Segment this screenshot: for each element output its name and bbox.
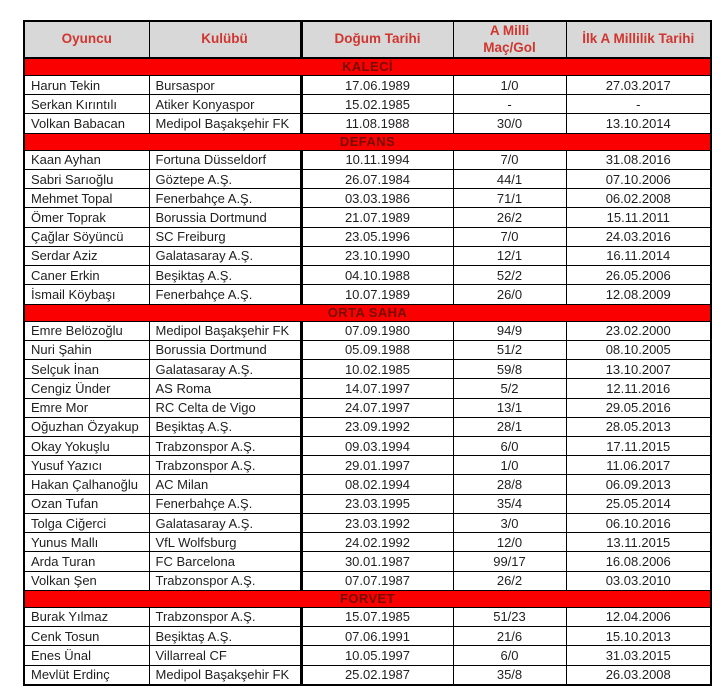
player-name-cell: Okay Yokuşlu — [24, 436, 149, 455]
birthdate-cell: 23.10.1990 — [301, 246, 453, 265]
player-row — [24, 95, 711, 114]
first-cap-cell: 12.11.2016 — [566, 379, 711, 398]
first-cap-cell: 06.09.2013 — [566, 475, 711, 494]
first-cap-cell: 29.05.2016 — [566, 398, 711, 417]
caps-goals-cell: 28/1 — [453, 417, 566, 436]
player-row — [24, 552, 711, 571]
player-row — [24, 513, 711, 532]
first-cap-cell: 17.11.2015 — [566, 436, 711, 455]
player-name-cell: Mevlüt Erdinç — [24, 665, 149, 685]
first-cap-cell: 07.10.2006 — [566, 169, 711, 188]
col-header-birthdate: Doğum Tarihi — [301, 21, 453, 58]
first-cap-cell: 26.05.2006 — [566, 266, 711, 285]
player-name-cell: Yunus Mallı — [24, 533, 149, 552]
col-header-club: Kulübü — [149, 21, 301, 58]
club-cell: Beşiktaş A.Ş. — [149, 627, 301, 646]
caps-goals-cell: 35/8 — [453, 665, 566, 685]
caps-goals-cell: - — [453, 95, 566, 114]
birthdate-cell: 10.11.1994 — [301, 150, 453, 169]
caps-goals-cell: 7/0 — [453, 150, 566, 169]
birthdate-cell: 25.02.1987 — [301, 665, 453, 685]
first-cap-cell: 13.11.2015 — [566, 533, 711, 552]
col-header-caps-goals — [453, 21, 566, 58]
first-cap-cell: 31.03.2015 — [566, 646, 711, 665]
caps-goals-cell: 59/8 — [453, 360, 566, 379]
club-cell: Trabzonspor A.Ş. — [149, 436, 301, 455]
player-name-cell: Ozan Tufan — [24, 494, 149, 513]
club-cell: Fortuna Düsseldorf — [149, 150, 301, 169]
birthdate-cell: 05.09.1988 — [301, 340, 453, 359]
club-cell: Beşiktaş A.Ş. — [149, 266, 301, 285]
first-cap-cell: 15.11.2011 — [566, 208, 711, 227]
caps-goals-cell: 12/1 — [453, 246, 566, 265]
caps-goals-cell: 26/2 — [453, 208, 566, 227]
caps-goals-cell: 26/0 — [453, 285, 566, 304]
birthdate-cell: 11.08.1988 — [301, 114, 453, 133]
player-name-cell: Kaan Ayhan — [24, 150, 149, 169]
caps-goals-cell: 52/2 — [453, 266, 566, 285]
club-cell: Fenerbahçe A.Ş. — [149, 285, 301, 304]
section-header-orta-saha — [24, 304, 711, 321]
player-row — [24, 456, 711, 475]
first-cap-cell: 31.08.2016 — [566, 150, 711, 169]
club-cell: RC Celta de Vigo — [149, 398, 301, 417]
club-cell: AS Roma — [149, 379, 301, 398]
caps-goals-cell: 6/0 — [453, 646, 566, 665]
club-cell: Medipol Başakşehir FK — [149, 114, 301, 133]
player-row — [24, 436, 711, 455]
caps-goals-cell: 51/2 — [453, 340, 566, 359]
player-name-cell: Hakan Çalhanoğlu — [24, 475, 149, 494]
section-title: DEFANS — [24, 133, 711, 150]
player-name-cell: Ömer Toprak — [24, 208, 149, 227]
player-name-cell: Volkan Babacan — [24, 114, 149, 133]
player-row — [24, 475, 711, 494]
birthdate-cell: 09.03.1994 — [301, 436, 453, 455]
club-cell: Galatasaray A.Ş. — [149, 246, 301, 265]
caps-goals-cell: 35/4 — [453, 494, 566, 513]
first-cap-cell: 06.02.2008 — [566, 189, 711, 208]
player-row — [24, 627, 711, 646]
first-cap-cell: 06.10.2016 — [566, 513, 711, 532]
caps-goals-cell: 94/9 — [453, 321, 566, 340]
first-cap-cell: 13.10.2007 — [566, 360, 711, 379]
birthdate-cell: 04.10.1988 — [301, 266, 453, 285]
player-name-cell: Cengiz Ünder — [24, 379, 149, 398]
first-cap-cell: 27.03.2017 — [566, 76, 711, 95]
col-header-player: Oyuncu — [24, 21, 149, 58]
club-cell: Göztepe A.Ş. — [149, 169, 301, 188]
birthdate-cell: 10.02.1985 — [301, 360, 453, 379]
caps-goals-cell: 51/23 — [453, 607, 566, 626]
first-cap-cell: 16.08.2006 — [566, 552, 711, 571]
first-cap-cell: 23.02.2000 — [566, 321, 711, 340]
section-header-defans — [24, 133, 711, 150]
player-row — [24, 533, 711, 552]
col-header-caps-goals-line1: A Milli — [489, 22, 530, 38]
club-cell: Beşiktaş A.Ş. — [149, 417, 301, 436]
birthdate-cell: 30.01.1987 — [301, 552, 453, 571]
first-cap-cell: 12.08.2009 — [566, 285, 711, 304]
birthdate-cell: 08.02.1994 — [301, 475, 453, 494]
caps-goals-cell: 44/1 — [453, 169, 566, 188]
player-row — [24, 246, 711, 265]
club-cell: Atiker Konyaspor — [149, 95, 301, 114]
player-row — [24, 665, 711, 685]
player-row — [24, 646, 711, 665]
birthdate-cell: 24.07.1997 — [301, 398, 453, 417]
club-cell: Fenerbahçe A.Ş. — [149, 189, 301, 208]
club-cell: Bursaspor — [149, 76, 301, 95]
first-cap-cell: 16.11.2014 — [566, 246, 711, 265]
first-cap-cell: 12.04.2006 — [566, 607, 711, 626]
player-row — [24, 398, 711, 417]
club-cell: Galatasaray A.Ş. — [149, 513, 301, 532]
player-name-cell: Caner Erkin — [24, 266, 149, 285]
birthdate-cell: 10.05.1997 — [301, 646, 453, 665]
player-name-cell: Emre Belözoğlu — [24, 321, 149, 340]
squad-table-container — [23, 20, 712, 686]
caps-goals-cell: 1/0 — [453, 456, 566, 475]
player-row — [24, 266, 711, 285]
section-title: ORTA SAHA — [24, 304, 711, 321]
birthdate-cell: 03.03.1986 — [301, 189, 453, 208]
section-header-kaleci — [24, 58, 711, 76]
player-name-cell: Serkan Kırıntılı — [24, 95, 149, 114]
player-row — [24, 227, 711, 246]
player-name-cell: Emre Mor — [24, 398, 149, 417]
caps-goals-cell: 28/8 — [453, 475, 566, 494]
club-cell: Trabzonspor A.Ş. — [149, 607, 301, 626]
col-header-caps-goals-line2: Maç/Gol — [483, 39, 536, 55]
first-cap-cell: - — [566, 95, 711, 114]
player-name-cell: Sabri Sarıoğlu — [24, 169, 149, 188]
player-name-cell: Harun Tekin — [24, 76, 149, 95]
caps-goals-cell: 3/0 — [453, 513, 566, 532]
player-name-cell: Burak Yılmaz — [24, 607, 149, 626]
club-cell: FC Barcelona — [149, 552, 301, 571]
player-row — [24, 114, 711, 133]
player-name-cell: Selçuk İnan — [24, 360, 149, 379]
first-cap-cell: 11.06.2017 — [566, 456, 711, 475]
club-cell: Trabzonspor A.Ş. — [149, 571, 301, 590]
player-row — [24, 208, 711, 227]
first-cap-cell: 15.10.2013 — [566, 627, 711, 646]
first-cap-cell: 25.05.2014 — [566, 494, 711, 513]
caps-goals-cell: 12/0 — [453, 533, 566, 552]
club-cell: Medipol Başakşehir FK — [149, 321, 301, 340]
first-cap-cell: 28.05.2013 — [566, 417, 711, 436]
caps-goals-cell: 30/0 — [453, 114, 566, 133]
club-cell: VfL Wolfsburg — [149, 533, 301, 552]
player-row — [24, 571, 711, 590]
birthdate-cell: 10.07.1989 — [301, 285, 453, 304]
player-name-cell: Çağlar Söyüncü — [24, 227, 149, 246]
caps-goals-cell: 26/2 — [453, 571, 566, 590]
player-name-cell: İsmail Köybaşı — [24, 285, 149, 304]
birthdate-cell: 23.09.1992 — [301, 417, 453, 436]
club-cell: AC Milan — [149, 475, 301, 494]
club-cell: Villarreal CF — [149, 646, 301, 665]
first-cap-cell: 03.03.2010 — [566, 571, 711, 590]
player-row — [24, 150, 711, 169]
caps-goals-cell: 6/0 — [453, 436, 566, 455]
player-name-cell: Oğuzhan Özyakup — [24, 417, 149, 436]
player-row — [24, 321, 711, 340]
birthdate-cell: 26.07.1984 — [301, 169, 453, 188]
birthdate-cell: 21.07.1989 — [301, 208, 453, 227]
club-cell: Medipol Başakşehir FK — [149, 665, 301, 685]
col-header-first-cap-date: İlk A Millilik Tarihi — [566, 21, 711, 58]
caps-goals-cell: 13/1 — [453, 398, 566, 417]
player-row — [24, 417, 711, 436]
birthdate-cell: 07.07.1987 — [301, 571, 453, 590]
caps-goals-cell: 99/17 — [453, 552, 566, 571]
player-name-cell: Mehmet Topal — [24, 189, 149, 208]
player-row — [24, 607, 711, 626]
birthdate-cell: 14.07.1997 — [301, 379, 453, 398]
player-row — [24, 189, 711, 208]
birthdate-cell: 29.01.1997 — [301, 456, 453, 475]
player-row — [24, 285, 711, 304]
section-header-forvet — [24, 590, 711, 607]
caps-goals-cell: 5/2 — [453, 379, 566, 398]
player-name-cell: Arda Turan — [24, 552, 149, 571]
player-name-cell: Enes Ünal — [24, 646, 149, 665]
player-row — [24, 379, 711, 398]
birthdate-cell: 15.02.1985 — [301, 95, 453, 114]
player-row — [24, 340, 711, 359]
player-row — [24, 360, 711, 379]
squad-table — [23, 20, 712, 686]
player-row — [24, 494, 711, 513]
club-cell: Fenerbahçe A.Ş. — [149, 494, 301, 513]
caps-goals-cell: 7/0 — [453, 227, 566, 246]
first-cap-cell: 08.10.2005 — [566, 340, 711, 359]
birthdate-cell: 23.03.1992 — [301, 513, 453, 532]
club-cell: SC Freiburg — [149, 227, 301, 246]
player-name-cell: Cenk Tosun — [24, 627, 149, 646]
first-cap-cell: 26.03.2008 — [566, 665, 711, 685]
header-row — [24, 21, 711, 58]
first-cap-cell: 24.03.2016 — [566, 227, 711, 246]
player-row — [24, 76, 711, 95]
birthdate-cell: 24.02.1992 — [301, 533, 453, 552]
birthdate-cell: 17.06.1989 — [301, 76, 453, 95]
club-cell: Galatasaray A.Ş. — [149, 360, 301, 379]
player-name-cell: Tolga Ciğerci — [24, 513, 149, 532]
caps-goals-cell: 1/0 — [453, 76, 566, 95]
first-cap-cell: 13.10.2014 — [566, 114, 711, 133]
player-name-cell: Volkan Şen — [24, 571, 149, 590]
birthdate-cell: 23.03.1995 — [301, 494, 453, 513]
club-cell: Borussia Dortmund — [149, 340, 301, 359]
birthdate-cell: 07.09.1980 — [301, 321, 453, 340]
section-title: FORVET — [24, 590, 711, 607]
birthdate-cell: 07.06.1991 — [301, 627, 453, 646]
player-name-cell: Serdar Aziz — [24, 246, 149, 265]
birthdate-cell: 23.05.1996 — [301, 227, 453, 246]
birthdate-cell: 15.07.1985 — [301, 607, 453, 626]
caps-goals-cell: 71/1 — [453, 189, 566, 208]
section-title: KALECİ — [24, 58, 711, 76]
club-cell: Trabzonspor A.Ş. — [149, 456, 301, 475]
player-name-cell: Nuri Şahin — [24, 340, 149, 359]
player-name-cell: Yusuf Yazıcı — [24, 456, 149, 475]
club-cell: Borussia Dortmund — [149, 208, 301, 227]
caps-goals-cell: 21/6 — [453, 627, 566, 646]
player-row — [24, 169, 711, 188]
